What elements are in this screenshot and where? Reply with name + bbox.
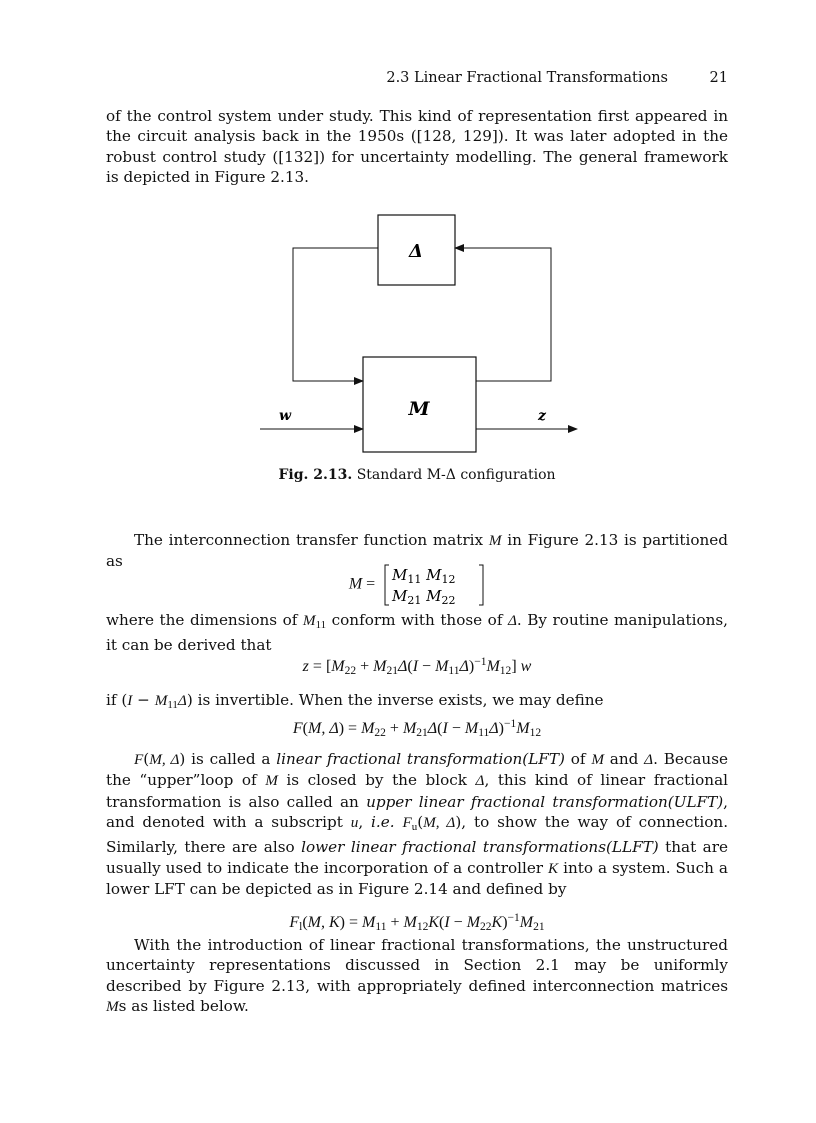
delta-block-label: Δ: [409, 241, 423, 262]
caption-text: Standard M-Δ configuration: [356, 467, 556, 483]
caption-label: Fig. 2.13.: [278, 467, 353, 483]
svg-text:M11 M12: $M_{11}$ $M_{12}$: [392, 566, 456, 586]
paragraph-lft-definition: F(M, Δ) is called a linear fractional transformation(LFT) of M and Δ. Because the “upper”loop of M is closed by the block Δ, this kind of linear fractional transformation is also called an upper linear fractional transformation(ULFT), and denoted with a subscript u, i.e. $F_u(M$, Δ), to show the way of connection. Similarly, there are also lower linear fractional transformations(LLFT) that are usually used to indicate the incorporation of a controller K into a system. Such a lower LFT can be depicted as in Figure 2.14 and defined by: [106, 750, 729, 898]
paragraph-dimensions: where the dimensions of $M_{11}$ conform with those of Δ. By routine manipulations, it can be derived that: [106, 611, 729, 655]
feedback-line-right: [455, 248, 551, 381]
output-label: z: [538, 408, 546, 424]
svg-text:M21 M22: $M_{21}$ $M_{22}$: [392, 587, 456, 607]
page-number: 21: [709, 70, 728, 86]
block-diagram: [255, 210, 585, 460]
paragraph-partition: The interconnection transfer function matrix M in Figure 2.13 is partitioned as: [106, 531, 728, 571]
figure-caption: [106, 467, 728, 483]
paragraph-intro: of the control system under study. This kind of representation first appeared in the circuit analysis back in the 1950s ([128, 129]). It was later adopted in the robust control study ([132]) for uncertainty modelling. The general framework is depicted in Figure 2.13.: [106, 107, 728, 186]
feedback-line-left: [293, 248, 378, 381]
paragraph-conclusion: With the introduction of linear fractional transformations, the unstructured uncertainty representations discussed in Section 2.1 may be uniformly described by Figure 2.13, with appropriately defined interconnection matrices Ms as listed below.: [106, 936, 728, 1015]
input-label: w: [278, 408, 292, 424]
section-title: 2.3 Linear Fractional Transformations: [386, 70, 668, 86]
equation-lft: F(M, $\Delta) = M_{22} + M_{21}\Delta(I - M_{11}\Delta)^{-1}M_{12}$: [292, 718, 542, 739]
m-block-label: M: [408, 398, 430, 420]
paragraph-invertible: if $(I - M_{11}\Delta)$ is invertible. When the inverse exists, we may define: [106, 691, 604, 712]
equation-lower-lft: $F_l(M$, $K) = M_{11} + M_{12}K(I - M_{22}K)^{-1}M_{21}$: [289, 912, 545, 933]
running-head: [106, 70, 728, 90]
equation-partition: M = $M_{11}$ $M_{12}$ $M_{21}$ $M_{22}$: [106, 563, 728, 607]
equation-z: $z = [M_{22} + M_{21}\Delta(I - M_{11}\Delta)^{-1}M_{12}]$ w: [302, 656, 532, 677]
